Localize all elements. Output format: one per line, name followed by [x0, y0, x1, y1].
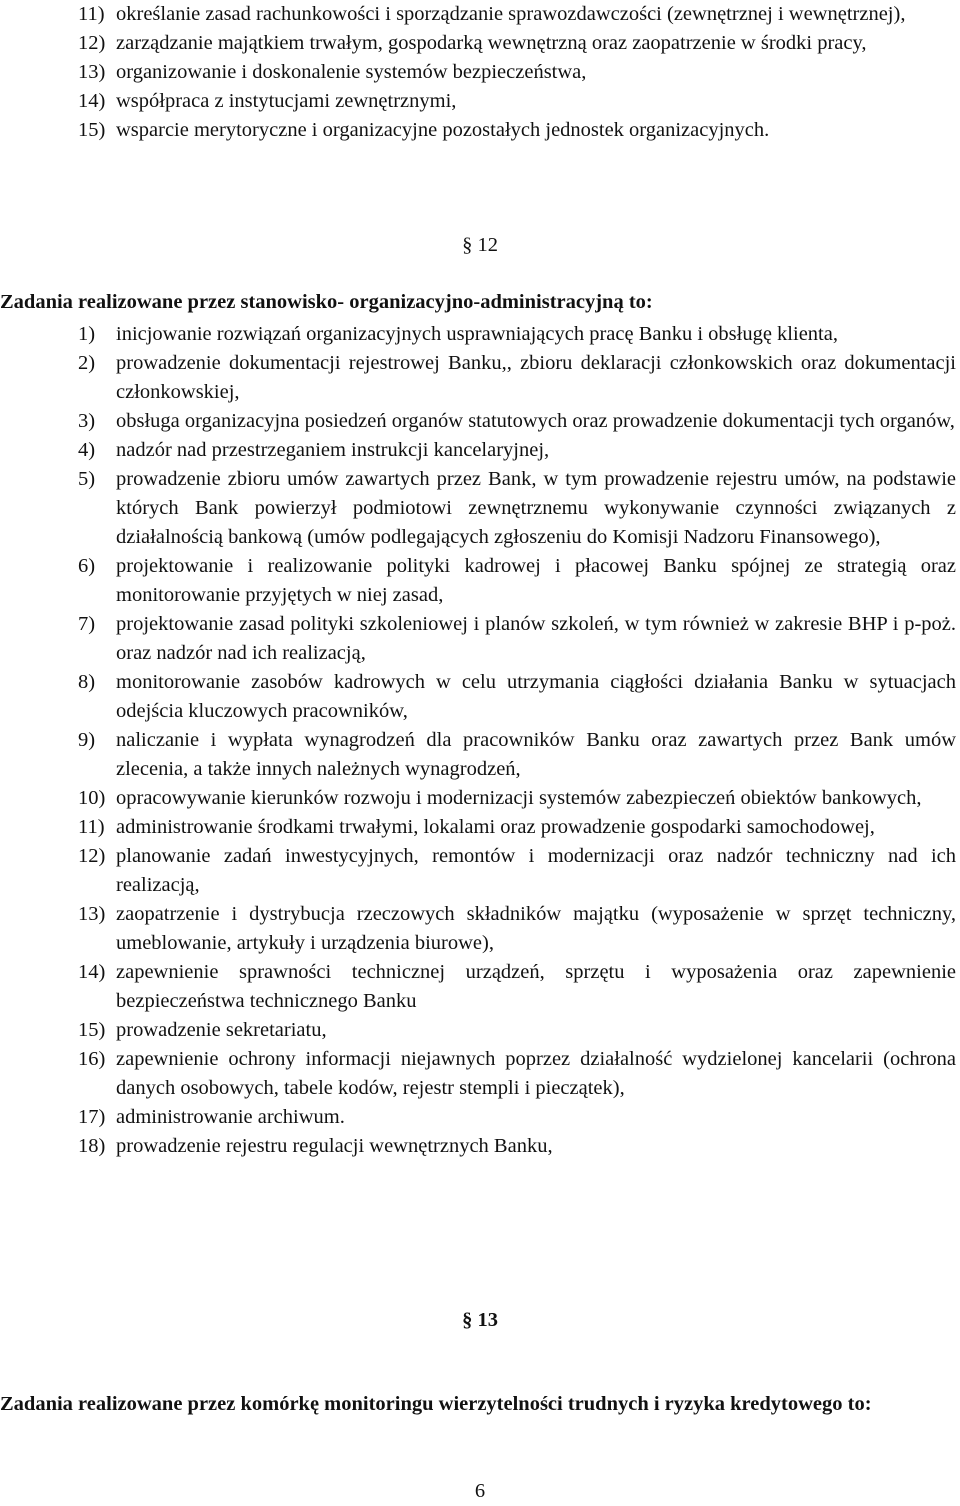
- item-number: 15): [78, 119, 106, 141]
- list-item: [78, 436, 956, 465]
- item-number: 8): [78, 671, 96, 693]
- item-text: inicjowanie rozwiązań organizacyjnych usprawniających pracę Banku i obsługę klienta,: [116, 323, 838, 345]
- list-item: [78, 320, 956, 349]
- item-number: 17): [78, 1106, 106, 1128]
- list-item: [78, 58, 956, 87]
- item-text: zapewnienie ochrony informacji niejawnych poprzez działalność wydzielonej kancelarii (ochrona danych osobowych, tabele kodów, rejestr stempli i pieczątek),: [116, 1048, 956, 1099]
- list-item: [78, 784, 956, 813]
- item-text: opracowywanie kierunków rozwoju i modernizacji systemów zabezpieczeń obiektów bankowych,: [116, 787, 922, 809]
- item-number: 10): [78, 787, 106, 809]
- item-number: 14): [78, 90, 106, 112]
- item-number: 12): [78, 32, 106, 54]
- item-text: administrowanie archiwum.: [116, 1106, 345, 1128]
- item-text: prowadzenie rejestru regulacji wewnętrznych Banku,: [116, 1135, 553, 1157]
- list-item: [78, 407, 956, 436]
- page-number: 6: [474, 1480, 486, 1502]
- item-text: zapewnienie sprawności technicznej urządzeń, sprzętu i wyposażenia oraz zapewnienie bezpieczeństwa technicznego Banku: [116, 961, 956, 1012]
- item-text: nadzór nad przestrzeganiem instrukcji kancelaryjnej,: [116, 439, 550, 461]
- list-item: [78, 0, 956, 29]
- item-number: 11): [78, 816, 105, 838]
- list-item: [78, 900, 956, 958]
- item-text: prowadzenie dokumentacji rejestrowej Banku,, zbioru deklaracji członkowskich oraz dokumentacji członkowskiej,: [116, 352, 956, 403]
- item-number: 13): [78, 903, 106, 925]
- section-12-heading: Zadania realizowane przez stanowisko- organizacyjno-administracyjną to:: [0, 291, 653, 313]
- item-text: określanie zasad rachunkowości i sporządzanie sprawozdawczości (zewnętrznej i wewnętrznej),: [116, 3, 906, 25]
- list-item: [78, 813, 956, 842]
- list-item: [78, 1103, 956, 1132]
- item-number: 15): [78, 1019, 106, 1041]
- list-item: [78, 958, 956, 1016]
- item-text: administrowanie środkami trwałymi, lokalami oraz prowadzenie gospodarki samochodowej,: [116, 816, 875, 838]
- item-number: 16): [78, 1048, 106, 1070]
- section-12-task-list: [78, 320, 956, 1161]
- item-text: organizowanie i doskonalenie systemów bezpieczeństwa,: [116, 61, 587, 83]
- item-number: 2): [78, 352, 96, 374]
- item-number: 12): [78, 845, 106, 867]
- item-number: 9): [78, 729, 96, 751]
- item-number: 3): [78, 410, 96, 432]
- item-text: prowadzenie sekretariatu,: [116, 1019, 327, 1041]
- list-item: [78, 349, 956, 407]
- item-text: prowadzenie zbioru umów zawartych przez Bank, w tym prowadzenie rejestru umów, na podstawie których Bank powierzył podmiotowi zewnętrznemu wykonywanie czynności związanych z działalnością bankową (umów podlegających zgłoszeniu do Komisji Nadzoru Finansowego),: [116, 468, 956, 548]
- list-item: [78, 29, 956, 58]
- item-text: naliczanie i wypłata wynagrodzeń dla pracowników Banku oraz zawartych przez Bank umów zlecenia, a także innych należnych wynagrodzeń,: [116, 729, 956, 780]
- item-number: 5): [78, 468, 96, 490]
- item-number: 4): [78, 439, 96, 461]
- section-13-mark: § 13: [462, 1309, 498, 1331]
- item-text: zaopatrzenie i dystrybucja rzeczowych składników majątku (wyposażenie w sprzęt techniczny, umeblowanie, artykuły i urządzenia biurowe),: [116, 903, 956, 954]
- list-item: [78, 610, 956, 668]
- list-item: [78, 1045, 956, 1103]
- section-12-mark: § 12: [462, 234, 498, 256]
- item-text: współpraca z instytucjami zewnętrznymi,: [116, 90, 457, 112]
- list-item: [78, 842, 956, 900]
- list-item: [78, 552, 956, 610]
- list-item: [78, 465, 956, 552]
- list-item: [78, 1132, 956, 1161]
- item-number: 11): [78, 3, 105, 25]
- section-13-heading: Zadania realizowane przez komórkę monitoringu wierzytelności trudnych i ryzyka kredytowego to:: [0, 1393, 872, 1415]
- item-number: 7): [78, 613, 96, 635]
- item-number: 14): [78, 961, 106, 983]
- item-number: 1): [78, 323, 96, 345]
- list-item: [78, 87, 956, 116]
- item-text: wsparcie merytoryczne i organizacyjne pozostałych jednostek organizacyjnych.: [116, 119, 770, 141]
- item-text: planowanie zadań inwestycyjnych, remontów i modernizacji oraz nadzór techniczny nad ich realizacją,: [116, 845, 956, 896]
- item-number: 13): [78, 61, 106, 83]
- list-item: [78, 668, 956, 726]
- item-text: obsługa organizacyjna posiedzeń organów statutowych oraz prowadzenie dokumentacji tych organów,: [116, 410, 955, 432]
- list-item: [78, 1016, 956, 1045]
- list-item: [78, 726, 956, 784]
- item-text: projektowanie zasad polityki szkoleniowej i planów szkoleń, w tym również w zakresie BHP i p-poż. oraz nadzór nad ich realizacją,: [116, 613, 956, 664]
- item-text: monitorowanie zasobów kadrowych w celu utrzymania ciągłości działania Banku w sytuacjach odejścia kluczowych pracowników,: [116, 671, 956, 722]
- item-text: zarządzanie majątkiem trwałym, gospodarką wewnętrzną oraz zaopatrzenie w środki pracy,: [116, 32, 867, 54]
- item-text: projektowanie i realizowanie polityki kadrowej i płacowej Banku spójnej ze strategią oraz monitorowanie przyjętych w niej zasad,: [116, 555, 956, 606]
- list-item: [78, 116, 956, 145]
- item-number: 18): [78, 1135, 106, 1157]
- item-number: 6): [78, 555, 96, 577]
- top-task-list: [78, 0, 956, 145]
